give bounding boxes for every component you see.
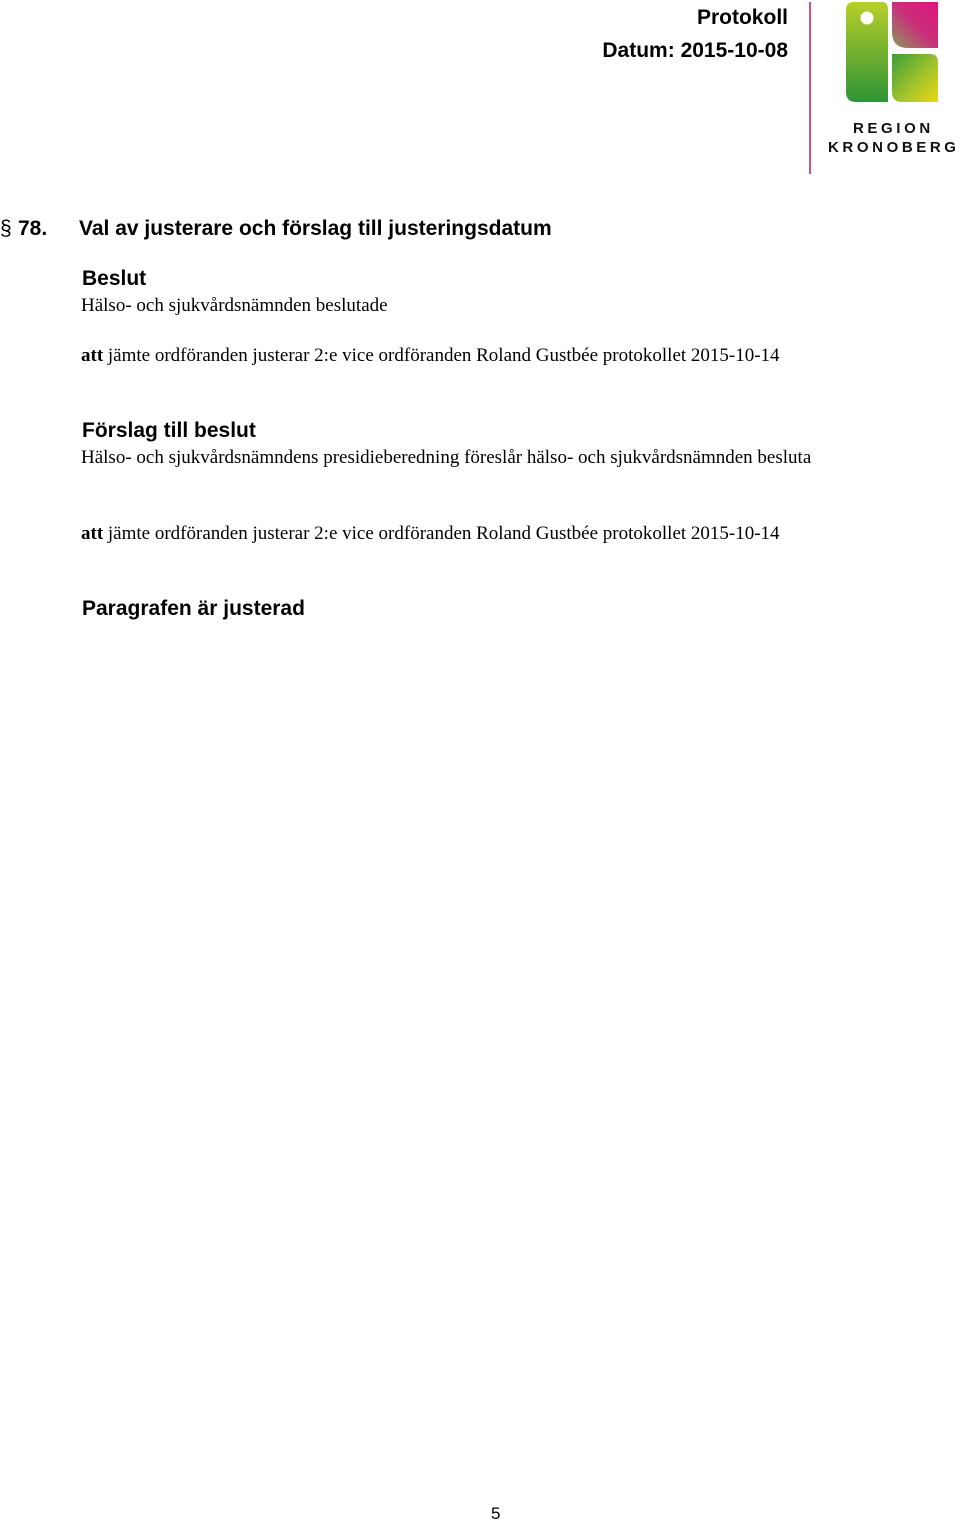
document-date — [602, 39, 788, 63]
proposal-clause — [81, 521, 881, 547]
status-text: Paragrafen är justerad — [82, 597, 305, 620]
logo-text-kronoberg: KRONOBERG — [828, 139, 960, 156]
paragraph-symbol: § — [0, 217, 12, 240]
proposal-heading: Förslag till beslut — [82, 419, 256, 442]
section-number: 78. — [18, 217, 48, 240]
section-title: Val av justerare och förslag till justeringsdatum — [79, 217, 552, 240]
region-kronoberg-logo-icon — [846, 2, 942, 104]
date-value: 2015-10-08 — [680, 39, 788, 62]
section-heading — [0, 217, 552, 241]
decision-att: att — [81, 345, 104, 366]
proposal-intro: Hälso- och sjukvårdsnämndens presidieberedning föreslår hälso- och sjukvårdsnämnden besluta — [81, 447, 812, 468]
document-title: Protokoll — [696, 6, 788, 29]
decision-text: jämte ordföranden justerar 2:e vice ordföranden Roland Gustbée protokollet 2015-10-14 — [107, 345, 780, 366]
header-divider — [809, 2, 811, 174]
logo-text-region: REGION — [853, 120, 934, 137]
proposal-att: att — [81, 523, 104, 544]
decision-intro: Hälso- och sjukvårdsnämnden beslutade — [81, 295, 388, 316]
decision-heading: Beslut — [82, 267, 147, 290]
date-label: Datum: — [602, 39, 675, 62]
decision-clause — [81, 343, 881, 369]
proposal-text: jämte ordföranden justerar 2:e vice ordföranden Roland Gustbée protokollet 2015-10-14 — [107, 523, 780, 544]
page-number: 5 — [491, 1504, 501, 1523]
